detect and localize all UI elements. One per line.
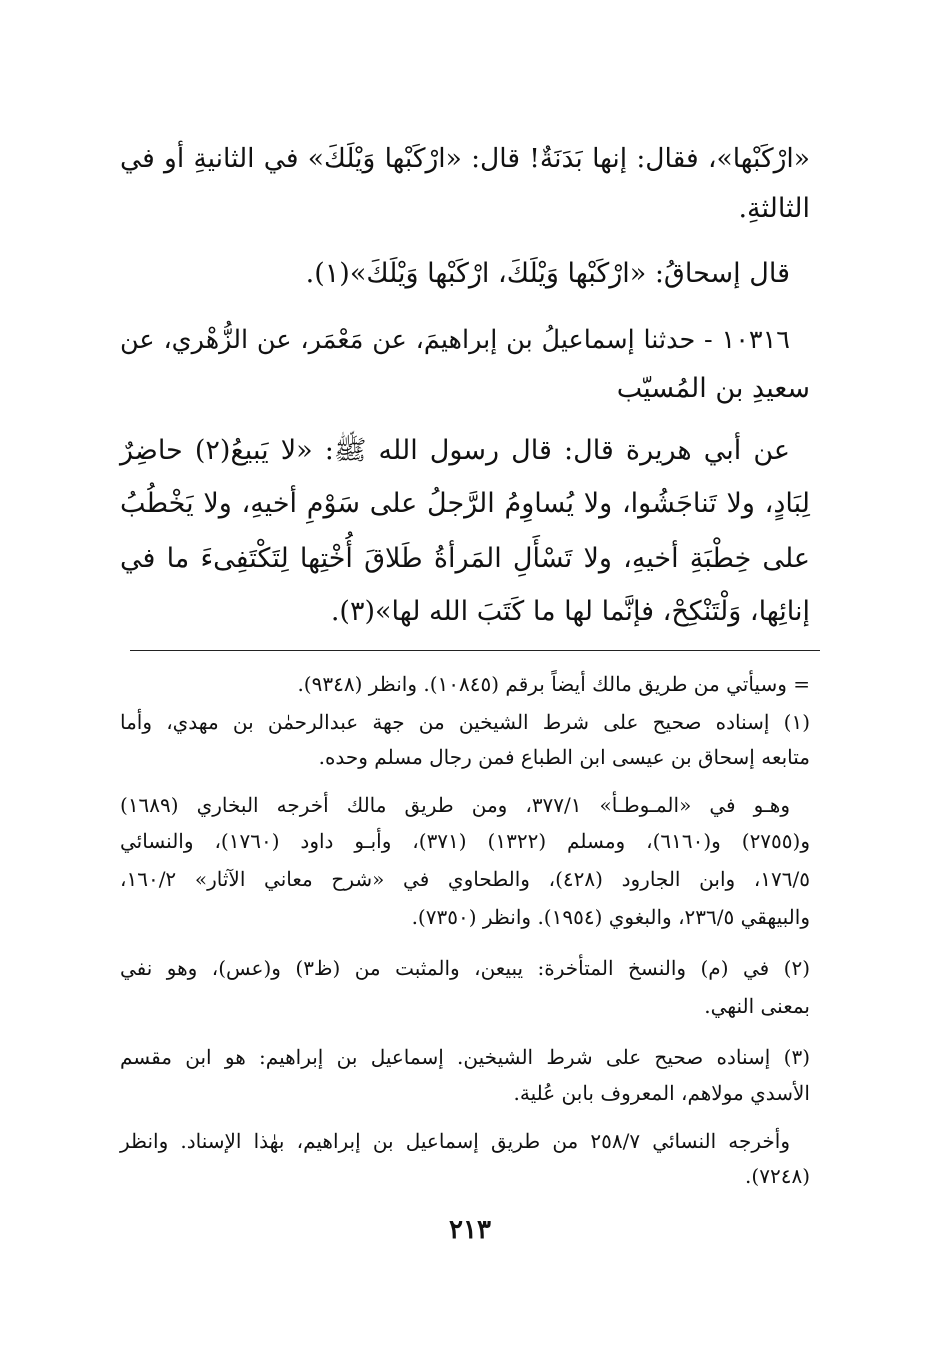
main-line: الثالثةِ. xyxy=(738,193,810,224)
main-line: على خِطْبَةِ أخيهِ، ولا تَسْأَلِ المَرأةُ طَلاقَ أُخْتِها لِتَكْتَفِىءَ ما في xyxy=(120,543,810,574)
footnote-3-line: (٣) إسناده صحيح على شرط الشيخين. إسماعيل بن إبراهيم: هو ابن مقسم xyxy=(120,1045,810,1069)
footnote-3-line: الأسدي مولاهم، المعروف بابن عُلية. xyxy=(513,1081,810,1105)
footnote-2-line: بمعنى النهي. xyxy=(704,994,810,1018)
main-line: إنائِها، وَلْتَنْكِحْ، فإنَّما لها ما كَتَبَ الله لها»(٣). xyxy=(330,596,810,627)
page-number: ٢١٣ xyxy=(449,1215,491,1245)
footnote-1-line: متابعه إسحاق بن عيسى ابن الطباع فمن رجال مسلم وحده. xyxy=(318,745,810,769)
main-line: عن أبي هريرة قال: قال رسول الله ﷺ: «لا يَبيعُ(٢) حاضِرٌ xyxy=(120,435,791,466)
footnote-1-line: ١٧٦/٥، وابن الجارود (٤٢٨)، والطحاوي في «شرح معاني الآثار» ١٦٠/٢، xyxy=(120,867,810,891)
main-line: قال إسحاقُ: «ارْكَبْها وَيْلَكَ، ارْكَبْها وَيْلَكَ»(١). xyxy=(305,258,790,289)
main-line: سعيدِ بن المُسيّب xyxy=(616,373,810,404)
footnote-1-line: والبيهقي ٢٣٦/٥، والبغوي (١٩٥٤). وانظر (٧٣٥٠). xyxy=(411,905,810,929)
main-line: «ارْكَبْها»، فقال: إنها بَدَنَةٌ! قال: «ارْكَبْها وَيْلَكَ» في الثانيةِ أو في xyxy=(120,143,810,174)
hadith-number-line: ١٠٣١٦ - حدثنا إسماعيلُ بن إبراهيمَ، عن مَعْمَر، عن الزُّهْري، عن xyxy=(120,325,790,355)
footnote-separator xyxy=(130,650,820,651)
footnote-3-line: (٧٢٤٨). xyxy=(745,1164,810,1188)
footnote-1-line: وهـو في «المـوطـأ» ٣٧٧/١، ومن طريق مالك أخرجه البخاري (١٦٨٩) xyxy=(120,793,790,817)
footnote-3-line: وأخرجه النسائي ٢٥٨/٧ من طريق إسماعيل بن إبراهيم، بهٰذا الإسناد. وانظر xyxy=(120,1129,790,1153)
footnote-1-line: (١) إسناده صحيح على شرط الشيخين من جهة عبدالرحمٰن بن مهدي، وأما xyxy=(120,710,810,734)
footnote-2-line: (٢) في (م) والنسخ المتأخرة: يبيعن، والمثبت من (ظ٣) و(عس)، وهو نفي xyxy=(120,956,810,980)
footnote-continuation: = وسيأتي من طريق مالك أيضاً برقم (١٠٨٤٥). وانظر (٩٣٤٨). xyxy=(297,672,810,696)
main-line: لِبَادٍ، ولا تَناجَشُوا، ولا يُساوِمُ الرَّجلُ على سَوْمِ أخيهِ، ولا يَخْطُبُ xyxy=(120,488,810,519)
footnote-1-line: و(٢٧٥٥) و(٦١٦٠)، ومسلم (١٣٢٢) (٣٧١)، وأبـو داود (١٧٦٠)، والنسائي xyxy=(120,829,810,853)
